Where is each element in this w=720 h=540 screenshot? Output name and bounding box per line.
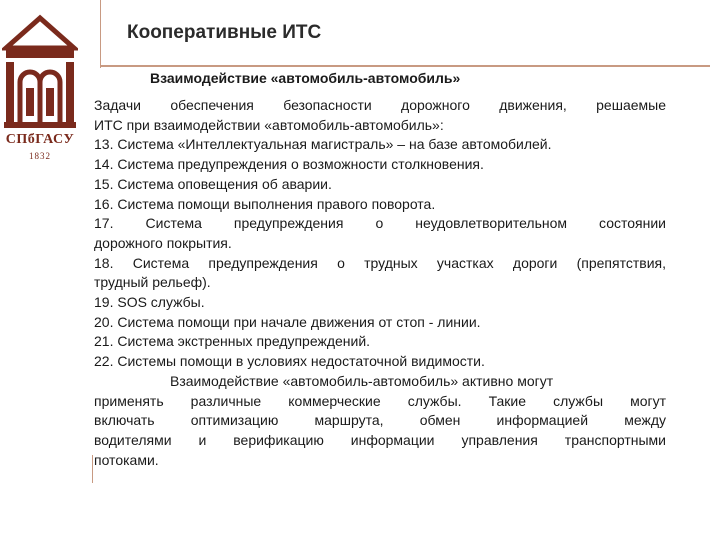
list-item: 17. Система предупреждения о неудовлетворительном состоянии (94, 215, 666, 232)
paragraph-line: водителями и верификацию информации управления транспортными (94, 431, 666, 448)
paragraph-line: Взаимодействие «автомобиль-автомобиль» активно могут (170, 372, 554, 389)
intro-line: Задачи обеспечения безопасности дорожного движения, решаемые (94, 97, 666, 113)
list-item: 13. Система «Интеллектуальная магистраль» – на базе автомобилей. (94, 136, 552, 153)
bottom-divider (92, 455, 93, 483)
left-divider (100, 0, 101, 68)
list-item: 15. Система оповещения об аварии. (94, 175, 332, 192)
list-item-continuation: трудный рельеф). (94, 274, 211, 291)
logo-text: СПбГАСУ (5, 132, 75, 147)
logo-year: 1832 (29, 151, 51, 161)
paragraph-line: применять различные коммерческие службы. Такие службы могут (94, 392, 666, 409)
list-item: 21. Система экстренных предупреждений. (94, 333, 371, 350)
list-item: 19. SOS службы. (94, 294, 205, 311)
header-divider (100, 65, 710, 67)
list-item: 22. Системы помощи в условиях недостаточной видимости. (94, 353, 485, 370)
intro-line: ИТС при взаимодействии «автомобиль-автомобиль»: (94, 116, 444, 133)
slide-subtitle: Взаимодействие «автомобиль-автомобиль» (150, 70, 461, 86)
list-item: 20. Система помощи при начале движения от стоп - линии. (94, 313, 481, 330)
building-icon (2, 14, 78, 132)
page-title: Кооперативные ИТС (127, 22, 322, 43)
paragraph-line: потоками. (94, 451, 159, 468)
list-item: 18. Система предупреждения о трудных участках дороги (препятствия, (94, 254, 666, 271)
list-item-continuation: дорожного покрытия. (94, 234, 232, 251)
paragraph-line: включать оптимизацию маршрута, обмен информацией между (94, 412, 666, 429)
list-item: 14. Система предупреждения о возможности столкновения. (94, 156, 484, 173)
list-item: 16. Система помощи выполнения правого поворота. (94, 195, 436, 212)
university-logo (2, 14, 78, 164)
body-text (94, 96, 666, 470)
